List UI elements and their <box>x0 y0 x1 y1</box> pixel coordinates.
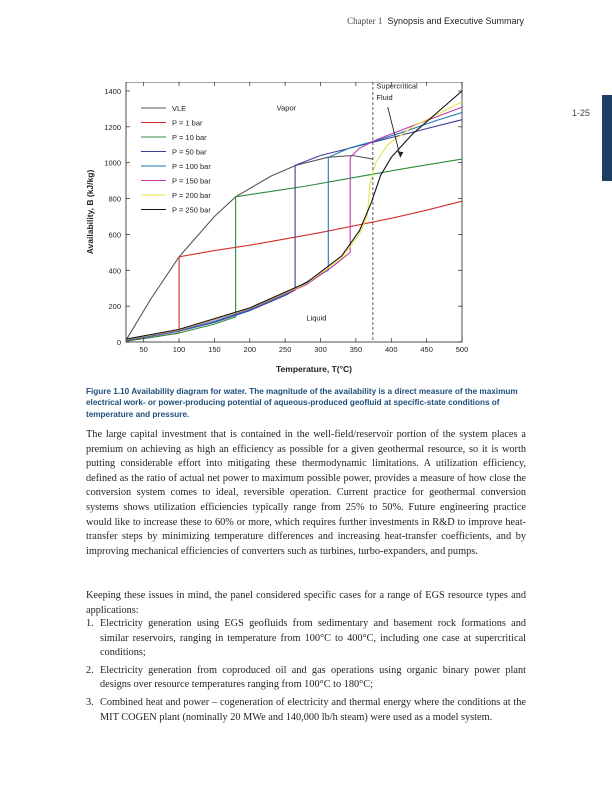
list-item-number: 2. <box>86 664 94 676</box>
body-paragraph-2: Keeping these issues in mind, the panel considered specific cases for a range of EGS resource types and applications: <box>86 590 526 616</box>
legend-entry-1: P = 1 bar <box>172 118 203 128</box>
x-tick-label: 500 <box>455 345 469 354</box>
list-item-text: Electricity generation using EGS geofluids from sedimentary and basement rock formations and similar reservoirs, ranging in temperature from 100°C to 400°C, including one case at supercritical conditions; <box>100 618 526 659</box>
legend-entry-0: VLE <box>172 104 187 113</box>
availability-chart <box>84 82 474 380</box>
chapter-label: Chapter 1 <box>347 16 383 26</box>
running-header <box>347 16 524 26</box>
x-tick-label: 350 <box>349 345 363 354</box>
series-line-vle <box>126 156 373 341</box>
legend-entry-5: P = 150 bar <box>172 176 211 186</box>
series-line-4 <box>126 107 462 340</box>
legend-entry-4: P = 100 bar <box>172 162 211 171</box>
chapter-tab <box>602 95 612 181</box>
list-item <box>86 696 526 725</box>
x-tick-label: 250 <box>278 345 292 354</box>
y-tick-label: 1000 <box>104 158 121 168</box>
legend-entry-7: P = 250 bar <box>172 205 211 215</box>
list-item-number: 3. <box>86 696 94 708</box>
list-item-text: Electricity generation from coproduced oil and gas operations using organic binary power plant designs over resource temperatures ranging from 100°C to 180°C; <box>100 664 526 691</box>
annotation-arrow <box>388 107 401 157</box>
y-axis-label: Availability, B (kJ/kg) <box>85 169 95 255</box>
y-tick-label: 1400 <box>104 86 121 96</box>
annotation-vapor: Vapor <box>276 103 297 113</box>
annotation-supercritical-2: Fluid <box>376 92 393 102</box>
y-tick-label: 0 <box>116 338 121 347</box>
x-axis-label: Temperature, T(°C) <box>276 364 352 374</box>
list-item <box>86 664 526 693</box>
figure-caption: Figure 1.10 Availability diagram for water. The magnitude of the availability is a direct measure of the maximum electrical work- or power-producing potential of aqueous-produced geofluid at specific-state conditions of temperature and pressure. <box>86 387 518 419</box>
y-tick-label: 1200 <box>104 122 121 132</box>
list-item-text: Combined heat and power – cogeneration of electricity and thermal energy where the conditions at the MIT COGEN plant (nominally 20 MWe and 140,000 lb/h steam) were used as a model system. <box>100 696 526 723</box>
legend-entry-2: P = 10 bar <box>172 133 207 142</box>
series-line-1 <box>126 159 462 341</box>
x-tick-label: 450 <box>420 345 433 354</box>
list-item-number: 1. <box>86 618 94 629</box>
legend-entry-6: P = 200 bar <box>172 191 211 200</box>
x-tick-label: 400 <box>385 345 398 354</box>
y-tick-label: 200 <box>108 302 121 312</box>
y-tick-label: 800 <box>108 194 121 204</box>
x-tick-label: 300 <box>314 345 327 354</box>
page-number: 1-25 <box>572 108 591 118</box>
annotation-liquid: Liquid <box>306 313 327 323</box>
case-list <box>86 617 526 728</box>
annotation-supercritical-1: Supercritical <box>376 82 418 91</box>
series-line-6 <box>126 91 462 339</box>
x-tick-label: 150 <box>208 345 221 354</box>
x-tick-label: 100 <box>172 345 186 354</box>
legend-entry-3: P = 50 bar <box>172 147 207 157</box>
x-tick-label: 50 <box>139 345 148 354</box>
y-tick-label: 400 <box>108 266 121 276</box>
y-tick-label: 600 <box>108 230 121 240</box>
x-tick-label: 200 <box>243 345 257 354</box>
chapter-title: Synopsis and Executive Summary <box>387 16 524 26</box>
annotation-arrowhead <box>397 151 403 157</box>
body-paragraph-1: The large capital investment that is contained in the well-field/reservoir portion of the system places a premium on achieving as high an efficiency as possible for a given geothermal resource, so it is worth putting considerable effort into mitigating these thermodynamic limitations. A utilization efficiency, defined as the ratio of actual net power to maximum possible power, provides a measure of how close the conversion system comes to ideal, reversible operation. Current practice for geothermal conversion systems shows utilization efficiencies typically range from 25% to 50%. Future engineering practice would like to increase these to 60% or more, which requires further investments in R&D to improve heat-transfer steps by minimizing temperature differences and increasing heat-transfer coefficients, and by improving mechanical efficiencies of converters such as turbines, turbo-expanders, and pumps. <box>86 429 526 557</box>
list-item <box>86 617 526 661</box>
series-line-0 <box>126 201 462 341</box>
